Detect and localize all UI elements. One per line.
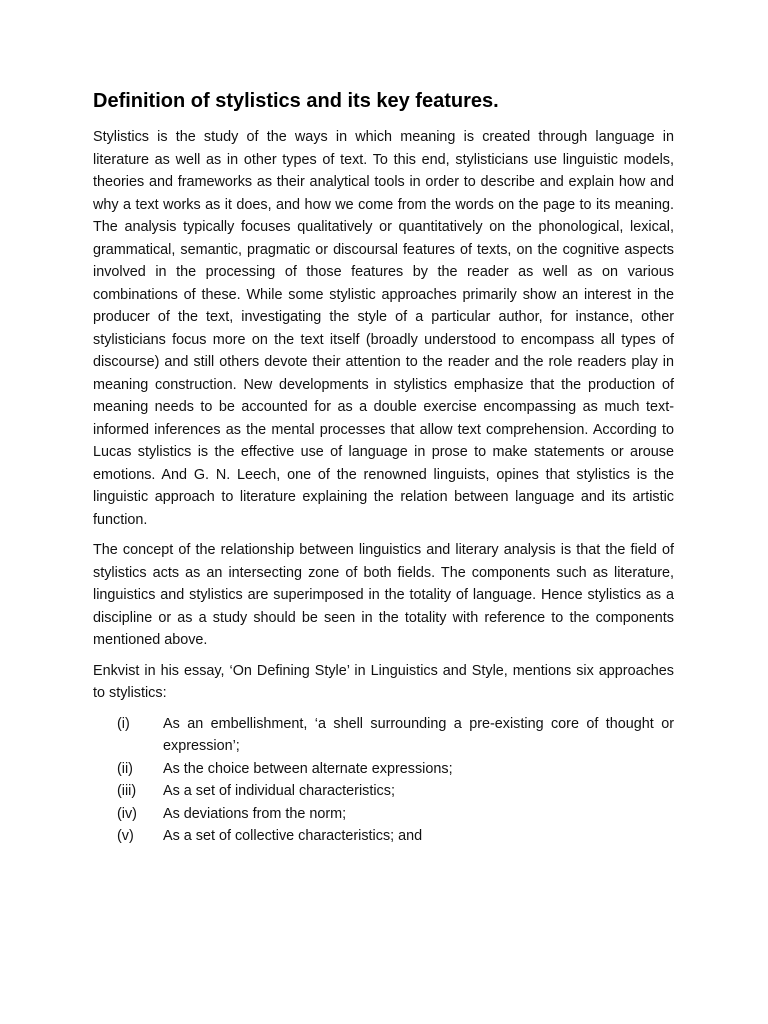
list-item xyxy=(93,825,674,848)
list-item-text: As the choice between alternate expressions; xyxy=(163,760,453,777)
approaches-list xyxy=(93,713,674,848)
list-item-number: (i) xyxy=(117,715,130,732)
page-title: Definition of stylistics and its key features. xyxy=(93,90,499,112)
list-item-number: (iv) xyxy=(117,805,137,822)
list-item xyxy=(93,780,674,803)
list-item-number: (ii) xyxy=(117,760,133,777)
paragraph-relationship: The concept of the relationship between linguistics and literary analysis is that the field of stylistics acts as an intersecting zone of both fields. The components such as literature, linguistics and stylistics are superimposed in the totality of language. Hence stylistics as a discipline or as a study should be seen in the totality with reference to the components mentioned above. xyxy=(93,542,674,648)
paragraph-definition: Stylistics is the study of the ways in which meaning is created through language in literature as well as in other types of text. To this end, stylisticians use linguistic models, theories and frameworks as their analytical tools in order to describe and explain how and why a text works as it does, and how we come from the words on the page to its meaning. The analysis typically focuses qualitatively or quantitatively on the phonological, lexical, grammatical, semantic, pragmatic or discoursal features of texts, on the cognitive aspects involved in the processing of those features by the reader as well as on various combinations of these. While some stylistic approaches primarily show an interest in the producer of the text, investigating the style of a particular author, for instance, other stylisticians focus more on the text itself (broadly understood to encompass all types of discourse) and still others devote their attention to the reader and the role readers play in meaning construction. New developments in stylistics emphasize that the production of meaning needs to be accounted for as a double exercise encompassing as much text-informed inferences as the mental processes that allow text comprehension. According to Lucas stylistics is the effective use of language in prose to make statements or arouse emotions. And G. N. Leech, one of the renowned linguists, opines that stylistics is the linguistic approach to literature explaining the relation between language and its artistic function. xyxy=(93,129,674,528)
list-item xyxy=(93,758,674,781)
list-item-number: (v) xyxy=(117,828,134,844)
list-item xyxy=(93,803,674,826)
list-item-text: As a set of individual characteristics; xyxy=(163,783,395,799)
list-item xyxy=(93,713,674,758)
list-item-text: As an embellishment, ‘a shell surrounding a pre-existing core of thought or expression’; xyxy=(163,715,674,754)
document-page xyxy=(93,88,674,848)
list-item-number: (iii) xyxy=(117,783,137,799)
list-item-text: As deviations from the norm; xyxy=(163,805,347,822)
list-item-text: As a set of collective characteristics; and xyxy=(163,828,423,844)
paragraph-enkvist: Enkvist in his essay, ‘On Defining Style’ in Linguistics and Style, mentions six approaches to stylistics: xyxy=(93,662,674,701)
